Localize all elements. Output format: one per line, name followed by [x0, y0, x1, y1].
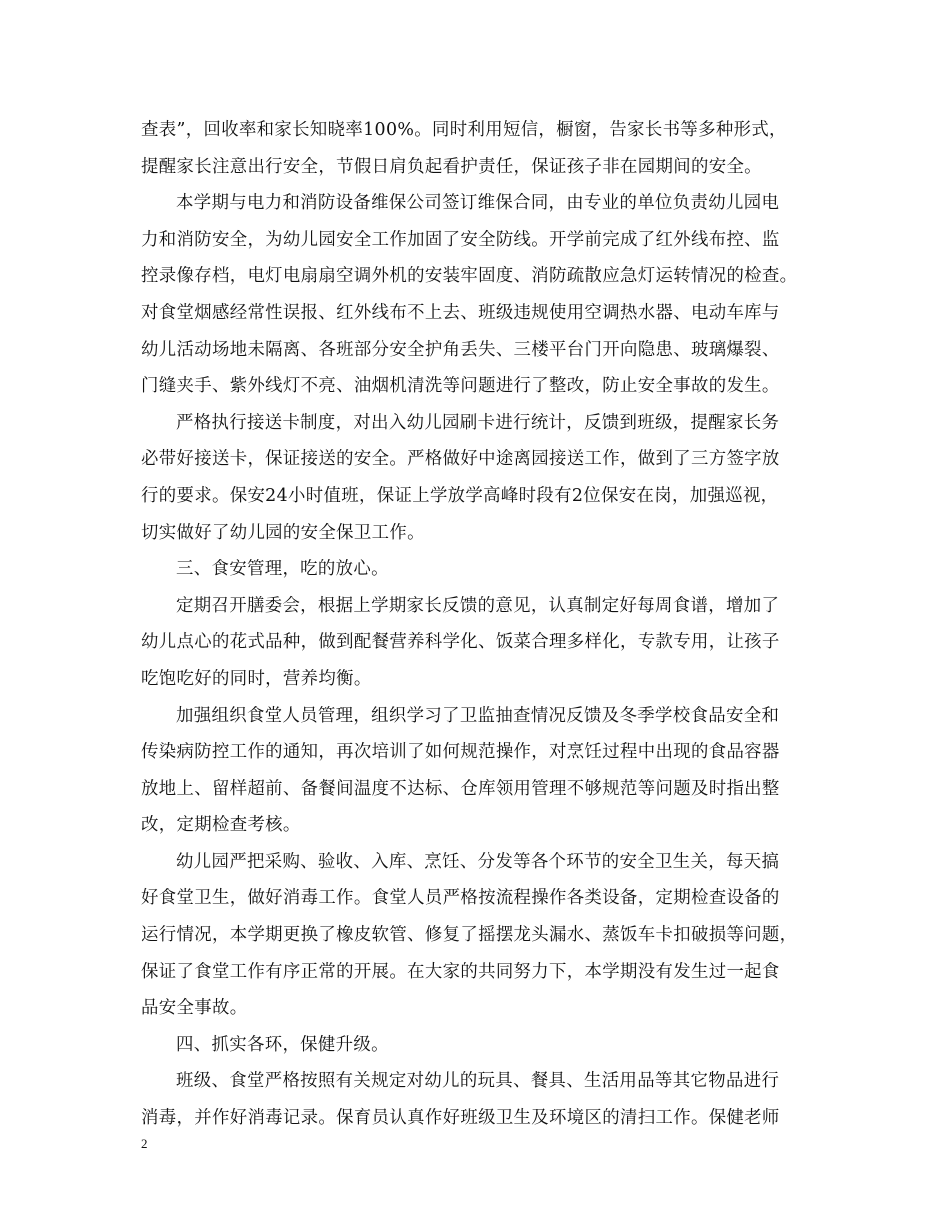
- body-text: [141, 112, 817, 1137]
- text-line: 控录像存档，电灯电扇扇空调外机的安装牢固度、消防疏散应急灯运转情况的检查。: [141, 266, 798, 287]
- text-line: 幼儿活动场地未隔离、各班部分安全护角丢失、三楼平台门开向隐患、玻璃爆裂、: [141, 339, 780, 360]
- paragraph-first-line: 本学期与电力和消防设备维保公司签订维保合同，由专业的单位负责幼儿园电: [176, 193, 780, 214]
- text-line: 幼儿点心的花式品种，做到配餐营养科学化、饭菜合理多样化，专款专用，让孩子: [141, 632, 780, 653]
- paragraph-first-line: 定期召开膳委会，根据上学期家长反馈的意见，认真制定好每周食谱，增加了: [176, 595, 780, 616]
- paragraph-first-line: 加强组织食堂人员管理，组织学习了卫监抽查情况反馈及冬季学校食品安全和: [176, 705, 780, 726]
- text-line: 查表”，回收率和家长知晓率100%。同时利用短信，橱窗，告家长书等多种形式，: [141, 120, 787, 140]
- paragraph-first-line: 班级、食堂严格按照有关规定对幼儿的玩具、餐具、生活用品等其它物品进行: [176, 1071, 780, 1092]
- text-line: 对食堂烟感经常性误报、红外线布不上去、班级违规使用空调热水器、电动车库与: [141, 302, 780, 323]
- text-line: 保证了食堂工作有序正常的开展。在大家的共同努力下，本学期没有发生过一起食: [141, 961, 780, 982]
- paragraph-first-line: 严格执行接送卡制度，对出入幼儿园刷卡进行统计，反馈到班级，提醒家长务: [176, 412, 780, 433]
- text-line: 提醒家长注意出行安全，节假日肩负起看护责任，保证孩子非在园期间的安全。: [141, 156, 762, 177]
- paragraph-first-line: 幼儿园严把采购、验收、入库、烹饪、分发等各个环节的安全卫生关，每天搞: [176, 851, 780, 872]
- text-line: 必带好接送卡，保证接送的安全。严格做好中途离园接送工作，做到了三方签字放: [141, 449, 780, 470]
- text-line: 品安全事故。: [141, 998, 248, 1019]
- text-line: 运行情况，本学期更换了橡皮软管、修复了摇摆龙头漏水、蒸饭车卡扣破损等问题，: [141, 925, 798, 946]
- text-line: 吃饱吃好的同时，营养均衡。: [141, 668, 372, 689]
- text-line: 消毒，并作好消毒记录。保育员认真作好班级卫生及环境区的清扫工作。保健老师: [141, 1108, 780, 1129]
- text-line: 力和消防安全，为幼儿园安全工作加固了安全防线。开学前完成了红外线布控、监: [141, 229, 780, 250]
- text-line: 传染病防控工作的通知，再次培训了如何规范操作，对烹饪过程中出现的食品容器: [141, 742, 780, 763]
- text-line: 放地上、留样超前、备餐间温度不达标、仓库领用管理不够规范等问题及时指出整: [141, 778, 780, 799]
- text-line: 切实做好了幼儿园的安全保卫工作。: [141, 522, 425, 543]
- text-line: 行的要求。保安24小时值班，保证上学放学高峰时段有2位保安在岗，加强巡视，: [141, 485, 779, 506]
- text-line: 门缝夹手、紫外线灯不亮、油烟机清洗等问题进行了整改，防止安全事故的发生。: [141, 376, 780, 397]
- text-line: 改，定期检查考核。: [141, 815, 301, 836]
- section-heading: 三、食安管理，吃的放心。: [176, 559, 389, 580]
- page-number: 2: [141, 1136, 148, 1151]
- text-line: 好食堂卫生，做好消毒工作。食堂人员严格按流程操作各类设备，定期检查设备的: [141, 888, 780, 909]
- section-heading: 四、抓实各环，保健升级。: [176, 1034, 389, 1055]
